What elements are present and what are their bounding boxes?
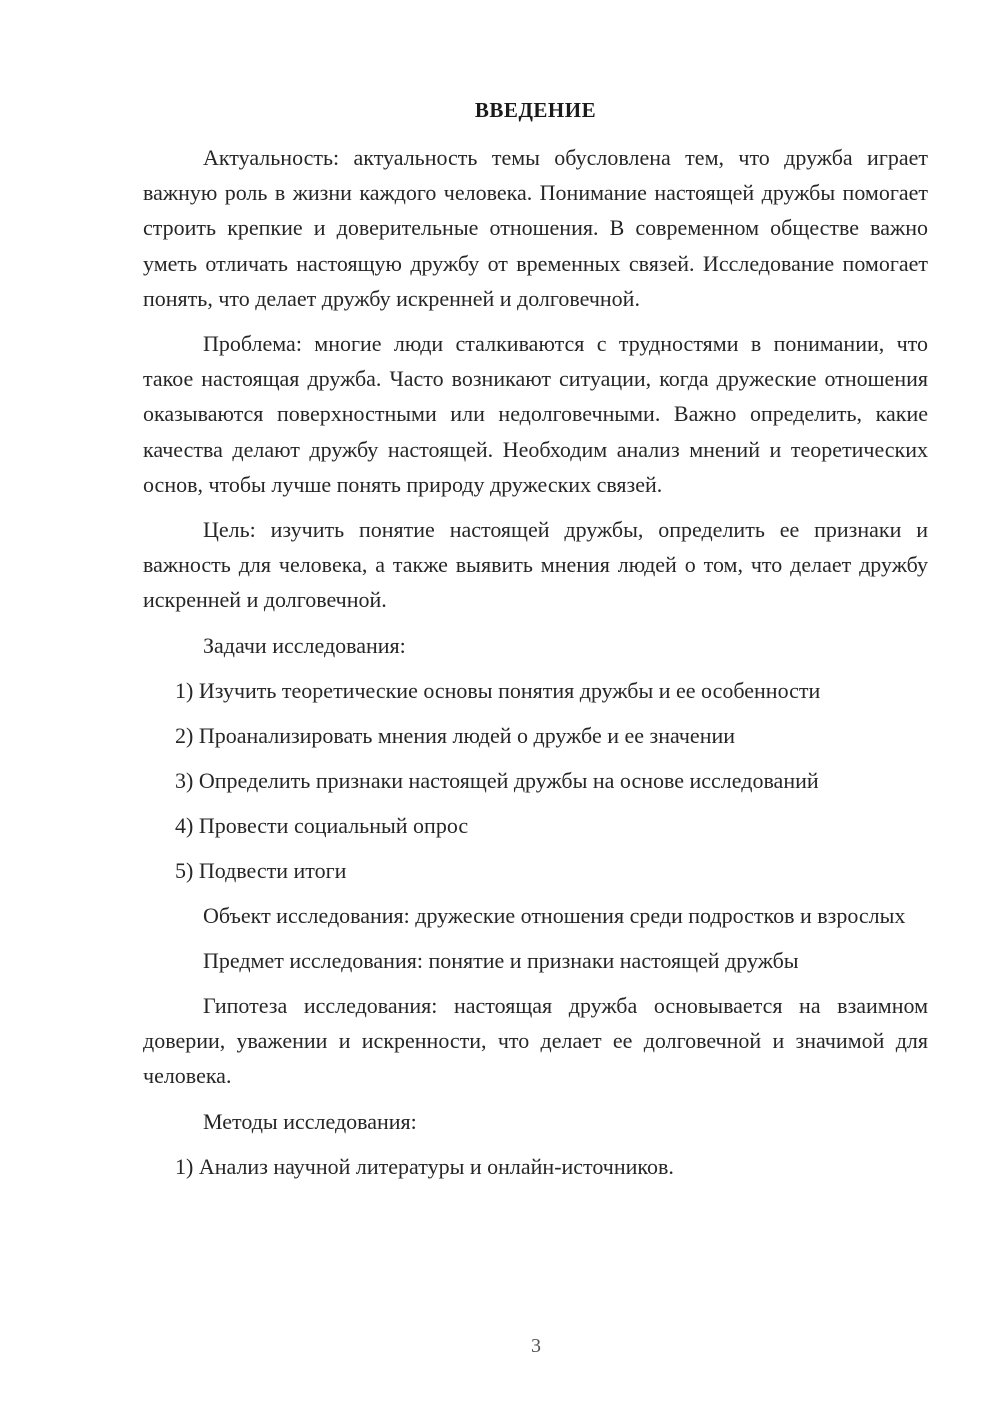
document-page — [143, 94, 928, 1194]
task-item: 1) Изучить теоретические основы понятия дружбы и ее особенности — [175, 677, 821, 703]
goal-paragraph: Цель: изучить понятие настоящей дружбы, определить ее признаки и важность для человека, а также выявить мнения людей о том, что делает дружбу искренней и долговечной. — [143, 517, 928, 613]
hypothesis-paragraph: Гипотеза исследования: настоящая дружба основывается на взаимном доверии, уважении и искренности, что делает ее долговечной и значимой для человека. — [143, 993, 928, 1089]
task-item: 2) Проанализировать мнения людей о дружбе и ее значении — [175, 722, 736, 748]
problem-paragraph: Проблема: многие люди сталкиваются с трудностями в понимании, что такое настоящая дружба. Часто возникают ситуации, когда дружеские отношения оказываются поверхностными или недолговечными. Важно определить, какие качества делают дружбу настоящей. Необходим анализ мнений и теоретических основ, чтобы лучше понять природу дружеских связей. — [143, 331, 928, 497]
page-title: ВВЕДЕНИЕ — [474, 98, 597, 122]
tasks-heading: Задачи исследования: — [203, 632, 406, 658]
methods-heading: Методы исследования: — [203, 1108, 417, 1134]
relevance-paragraph: Актуальность: актуальность темы обусловлена тем, что дружба играет важную роль в жизни каждого человека. Понимание настоящей дружбы помогает строить крепкие и доверительные отношения. В современном обществе важно уметь отличать настоящую дружбу от временных связей. Исследование помогает понять, что делает дружбу искренней и долговечной. — [143, 145, 928, 311]
task-item: 3) Определить признаки настоящей дружбы на основе исследований — [175, 767, 819, 793]
object-paragraph: Объект исследования: дружеские отношения среди подростков и взрослых — [203, 902, 906, 928]
subject-paragraph: Предмет исследования: понятие и признаки настоящей дружбы — [203, 947, 799, 973]
task-item: 4) Провести социальный опрос — [175, 812, 469, 838]
method-item: 1) Анализ научной литературы и онлайн-источников. — [175, 1153, 674, 1179]
task-item: 5) Подвести итоги — [175, 857, 347, 883]
page-number: 3 — [531, 1335, 541, 1357]
